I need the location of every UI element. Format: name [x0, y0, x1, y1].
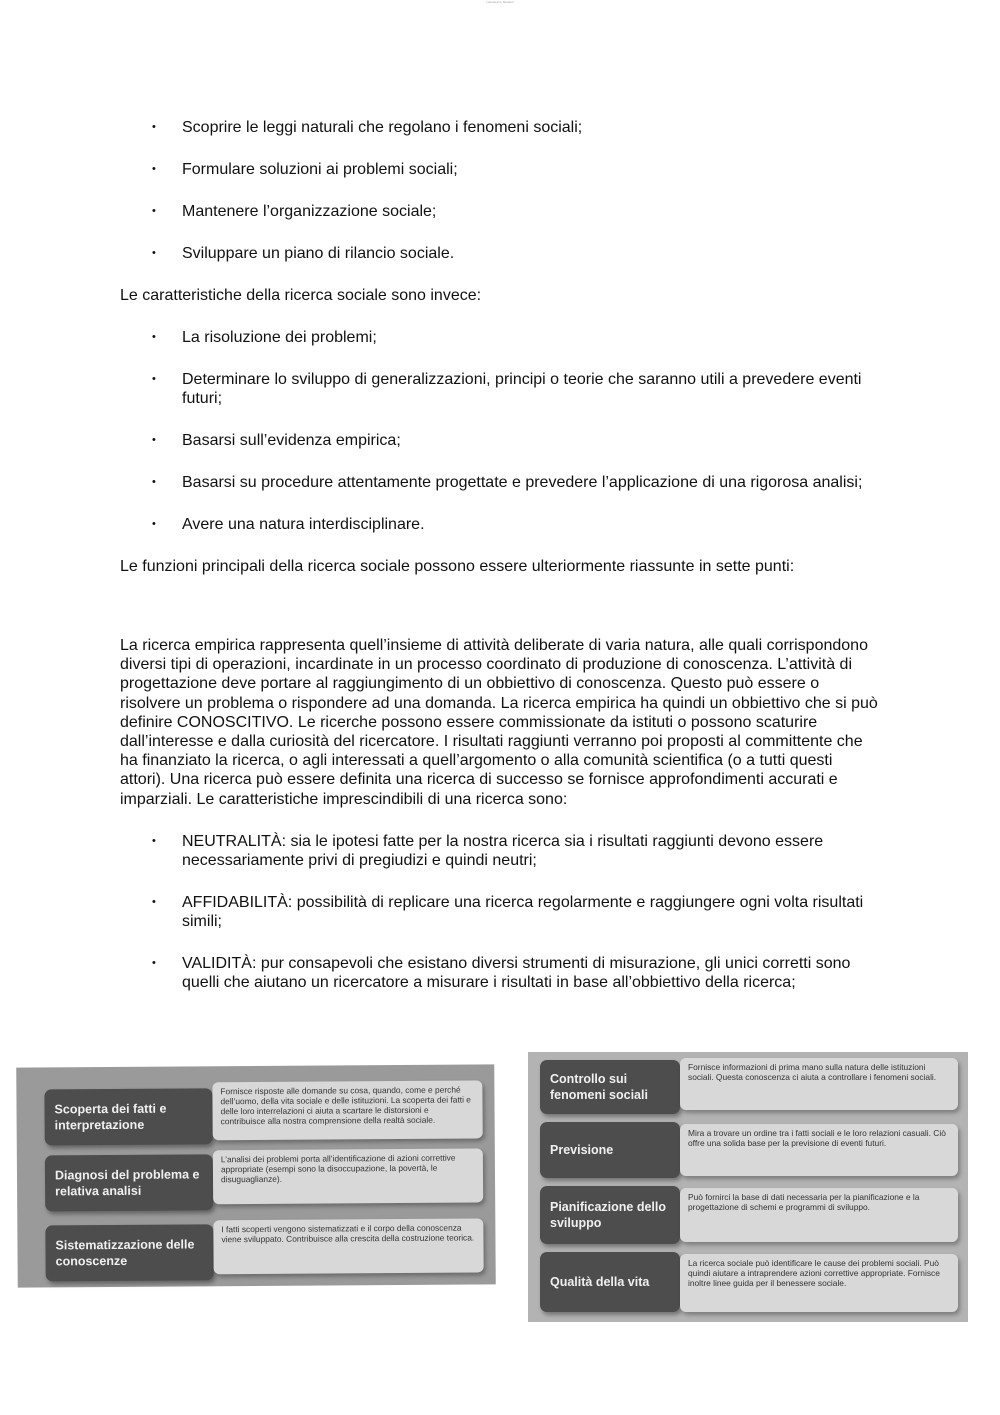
figure-label: Scoperta dei fatti e interpretazione — [44, 1088, 212, 1145]
figure-description: La ricerca sociale può identificare le cause dei problemi sociali. Può quindi aiutare a intraprendere azioni correttive appropriate. Fornisce inoltre linee guida per il benessere sociale. — [680, 1254, 958, 1312]
figure-functions-left — [16, 1064, 496, 1287]
list-item: • Formulare soluzioni ai problemi sociali; — [120, 160, 880, 179]
list-item: • NEUTRALITÀ: sia le ipotesi fatte per la nostra ricerca sia i risultati raggiunti devono essere necessariamente privi di pregiudizi e quindi neutri; — [120, 832, 880, 870]
figure-row — [16, 1080, 494, 1147]
figure-label: Previsione — [540, 1122, 680, 1178]
figure-label: Controllo sui fenomeni sociali — [540, 1060, 680, 1114]
bullet-list-goals — [120, 118, 880, 263]
figure-description: Può fornirci la base di dati necessaria per la pianificazione e la progettazione di schemi e programmi di sviluppo. — [680, 1188, 958, 1242]
paragraph-characteristics-intro: Le caratteristiche della ricerca sociale sono invece: — [120, 287, 482, 304]
list-item: • Scoprire le leggi naturali che regolano i fenomeni sociali; — [120, 118, 880, 137]
figure-row — [17, 1216, 495, 1283]
figure-row — [528, 1186, 968, 1250]
figure-row — [528, 1058, 968, 1118]
figure-row — [528, 1122, 968, 1182]
list-item: • Basarsi sull’evidenza empirica; — [120, 431, 880, 450]
figure-label: Diagnosi del problema e relativa analisi — [45, 1154, 213, 1211]
figure-label: Qualità della vita — [540, 1252, 680, 1312]
paragraph-empirical-research: La ricerca empirica rappresenta quell’insieme di attività deliberate di varia natura, alle quali corrispondono diversi tipi di operazioni, incardinate in un processo coordinato di produzione di conoscenza. L’attività di progettazione deve portare al raggiungimento di un obbiettivo di conoscenza. Questo può essere o risolvere un problema o rispondere ad una domanda. La ricerca empirica ha quindi un obbiettivo che si può definire CONOSCITIVO. Le ricerche possono essere commissionate da istituti o possono scaturire dall’interesse e dalla curiosità del ricercatore. I risultati raggiunti verranno poi proposti al committente che ha finanziato la ricerca, o agli interessati a quell’argomento o alla comunità scientifica (o a tutti questi attori). Una ricerca può essere definita una ricerca di successo se fornisce approfondimenti accurati e imparziali. Le caratteristiche imprescindibili di una ricerca sono: — [120, 637, 878, 808]
figure-label: Sistematizzazione delle conoscenze — [45, 1224, 213, 1281]
figure-label: Pianificazione dello sviluppo — [540, 1186, 680, 1244]
figure-description: L’analisi dei problemi porta all’identificazione di azioni correttive appropriate (esempi sono la disoccupazione, la povertà, le disuguaglianze). — [213, 1148, 483, 1204]
spacer — [120, 599, 880, 636]
list-item: • AFFIDABILITÀ: possibilità di replicare una ricerca regolarmente e raggiungere ogni volta risultati simili; — [120, 893, 880, 931]
figure-description: Fornisce risposte alle domande su cosa, quando, come e perché dell’uomo, della vita sociale e delle istituzioni. La scoperta dei fatti e delle loro interrelazioni ci aiuta a scartare le distorsioni e contribuisce alla nostra comprensione della realtà sociale. — [212, 1080, 482, 1140]
figure-description: I fatti scoperti vengono sistematizzati e il corpo della conoscenza viene sviluppato. Contribuisce alla crescita della costruzione teorica. — [213, 1218, 483, 1274]
list-item: • Sviluppare un piano di rilancio sociale. — [120, 244, 880, 263]
list-item: • Mantenere l’organizzazione sociale; — [120, 202, 880, 221]
list-item: • Determinare lo sviluppo di generalizzazioni, principi o teorie che saranno utili a prevedere eventi futuri; — [120, 370, 880, 408]
list-item: • Basarsi su procedure attentamente progettate e prevedere l’applicazione di una rigorosa analisi; — [120, 473, 880, 492]
list-item: • VALIDITÀ: pur consapevoli che esistano diversi strumenti di misurazione, gli unici corretti sono quelli che aiutano un ricercatore a misurare i risultati in base all’obbiettivo della ricerca; — [120, 954, 880, 992]
bullet-list-requirements — [120, 832, 880, 992]
figure-description: Mira a trovare un ordine tra i fatti sociali e le loro relazioni casuali. Ciò offre una solida base per la previsione di eventi futuri. — [680, 1124, 958, 1176]
paragraph-functions-intro: Le funzioni principali della ricerca sociale possono essere ulteriormente riassunte in sette punti: — [120, 558, 795, 575]
document-body — [120, 118, 880, 1015]
figure-row — [528, 1252, 968, 1318]
bullet-list-characteristics — [120, 328, 880, 534]
list-item: • La risoluzione dei problemi; — [120, 328, 880, 347]
list-item: • Avere una natura interdisciplinare. — [120, 515, 880, 534]
figure-description: Fornisce informazioni di prima mano sulla natura delle istituzioni sociali. Questa conoscenza ci aiuta a controllare i fenomeni sociali. — [680, 1058, 958, 1110]
figure-functions-right — [528, 1052, 968, 1322]
figure-row — [17, 1148, 495, 1215]
page-header: Licensed to Studenti — [486, 0, 514, 4]
